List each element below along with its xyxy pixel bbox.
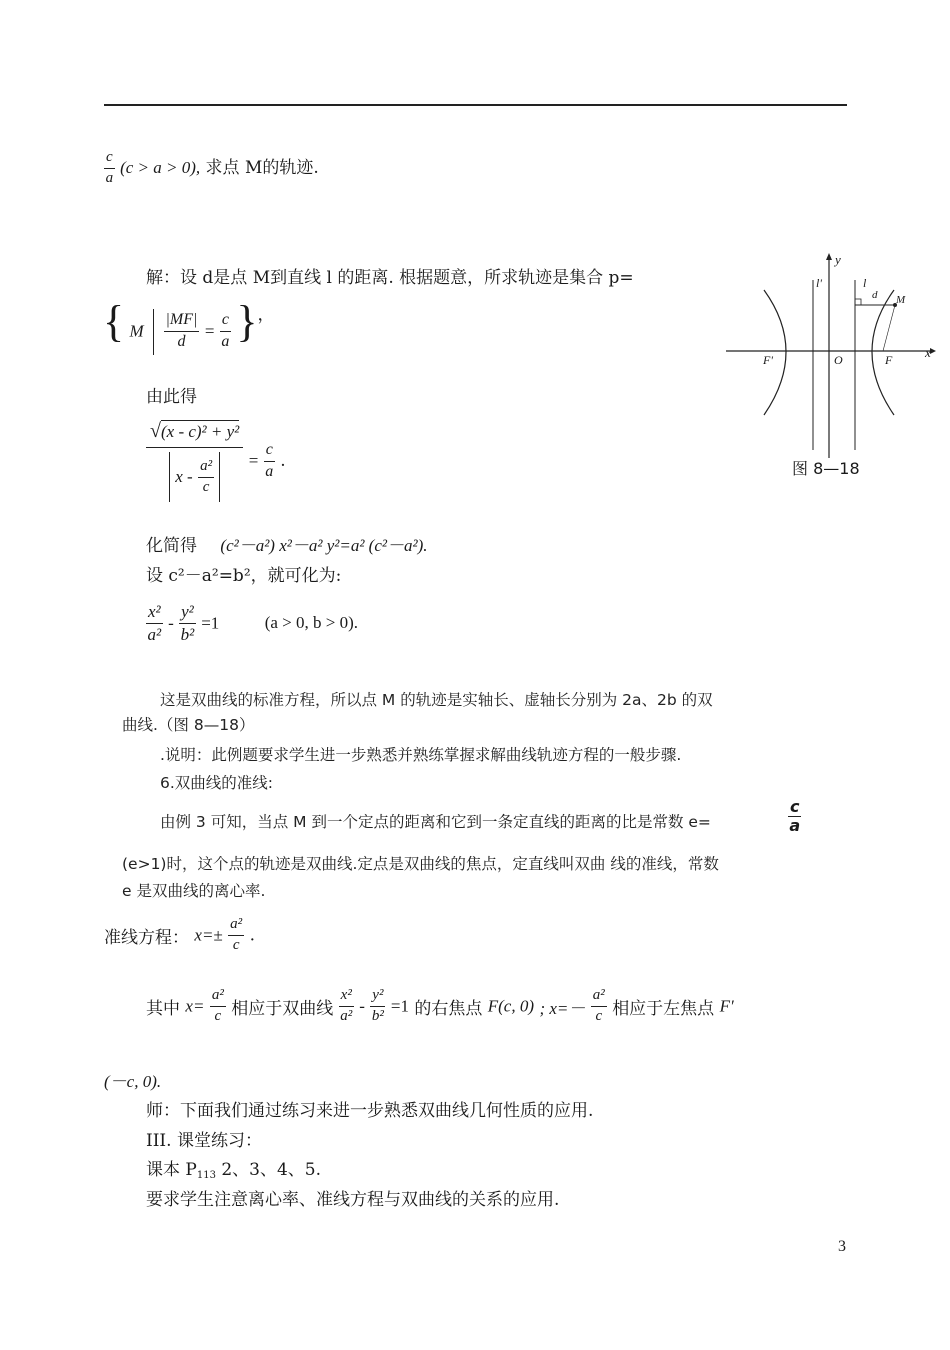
teacher-line: 师：下面我们通过练习来进一步熟悉双曲线几何性质的应用. [146, 1101, 594, 1121]
axis-y-label: y [835, 252, 841, 267]
scan-heading-directrix: 6.双曲线的准线: [160, 774, 274, 792]
explain-line: 其中 x= $\frac{\text{a²}}{c}$ 相应于双曲线 $\frac{\text{x²}}{\text{a²}}$ - $\frac{\text{y²}}{\text{b²}}$ =1 的右焦点 F(c, 0) ; x=－ $\frac{\text{a²}}{c}$ 相应于左焦点 F′ [146, 987, 734, 1024]
standard-condition: (a > 0, b > 0). [264, 613, 358, 633]
origin-label: O [834, 353, 843, 367]
directrix-equation: 准线方程： x=± $\frac{\text{a²}}{c}$ . [104, 916, 255, 953]
set-b-line: 设 c²－a²=b²，就可化为: [146, 566, 342, 586]
focus-right-label: F [885, 353, 893, 367]
derive-label: 由此得 [146, 387, 197, 407]
intro-line [104, 150, 319, 187]
set-notation: { M $\frac{|MF|}{d}$ = $\frac{c}{a}$ }， [103, 300, 274, 360]
figure-caption: 图 8—18 [792, 459, 860, 478]
solution-line1: 解：设 d是点 M到直线 l 的距离. 根据题意，所求轨迹是集合 p= [146, 268, 634, 288]
set-ratio: $\frac{c}{a}$ [221, 311, 230, 350]
directrix-left-label: l' [816, 276, 822, 290]
distance-label: d [872, 289, 878, 301]
axis-x-label: x [925, 345, 931, 360]
scan-para4: 由例 3 可知，当点 M 到一个定点的距离和它到一条定直线的距离的比是常数 e= [160, 813, 711, 831]
scan-para5: (e>1)时，这个点的轨迹是双曲线.定点是双曲线的焦点，定直线叫双曲 线的准线，常数 [122, 855, 719, 873]
explain-wrap: (－c, 0). [104, 1072, 162, 1091]
scan-para2: .说明：此例题要求学生进一步熟悉并熟练掌握求解曲线轨迹方程的一般步骤. [160, 746, 682, 764]
denominator-expr: x - [175, 467, 193, 486]
page-number: 3 [838, 1238, 846, 1255]
hyperbola-figure [726, 250, 942, 482]
section-heading: III. 课堂练习： [146, 1131, 262, 1151]
point-m-label: M [896, 294, 906, 306]
simplify-line: 化简得 (c²－a²) x²－a² y²=a² (c²－a²). [146, 536, 428, 556]
requirement-line: 要求学生注意离心率、准线方程与双曲线的关系的应用. [146, 1190, 560, 1210]
textbook-line: 课本 $P_{113}$ 2、3、4、5. [146, 1160, 322, 1181]
scan-e-fraction: c a [789, 797, 801, 835]
distance-equation: √(x - c)² + y² x - $\frac{\text{a²}}{c}$ = $\frac{c}{a}$ . [146, 420, 286, 502]
scan-para1a: 这是双曲线的标准方程，所以点 M 的轨迹是实轴长、虚轴长分别为 2a、2b 的双 [160, 691, 713, 709]
intro-text: 求点 M的轨迹. [205, 157, 319, 178]
intro-fraction: $\frac{c}{a}$ [105, 149, 114, 186]
directrix-right-label: l [863, 276, 867, 290]
focus-left-label: F' [763, 353, 773, 367]
set-var: M [129, 321, 144, 341]
header-rule [104, 104, 847, 106]
scan-para6: e 是双曲线的离心率. [122, 882, 266, 900]
scan-para1b: 曲线.（图 8—18） [122, 716, 255, 734]
set-fraction: $\frac{|MF|}{d}$ [165, 311, 198, 350]
rhs-fraction: $\frac{c}{a}$ [265, 440, 274, 480]
sqrt-expression: (x - c)² + y² [160, 422, 240, 441]
standard-equation: $\frac{\text{x²}}{\text{a²}}$ - $\frac{\text{y²}}{\text{b²}}$ =1 (a > 0, b > 0). [147, 602, 358, 644]
simplify-expression: (c²－a²) x²－a² y²=a² (c²－a²). [220, 536, 428, 555]
intro-condition: (c > a > 0), [120, 157, 201, 177]
